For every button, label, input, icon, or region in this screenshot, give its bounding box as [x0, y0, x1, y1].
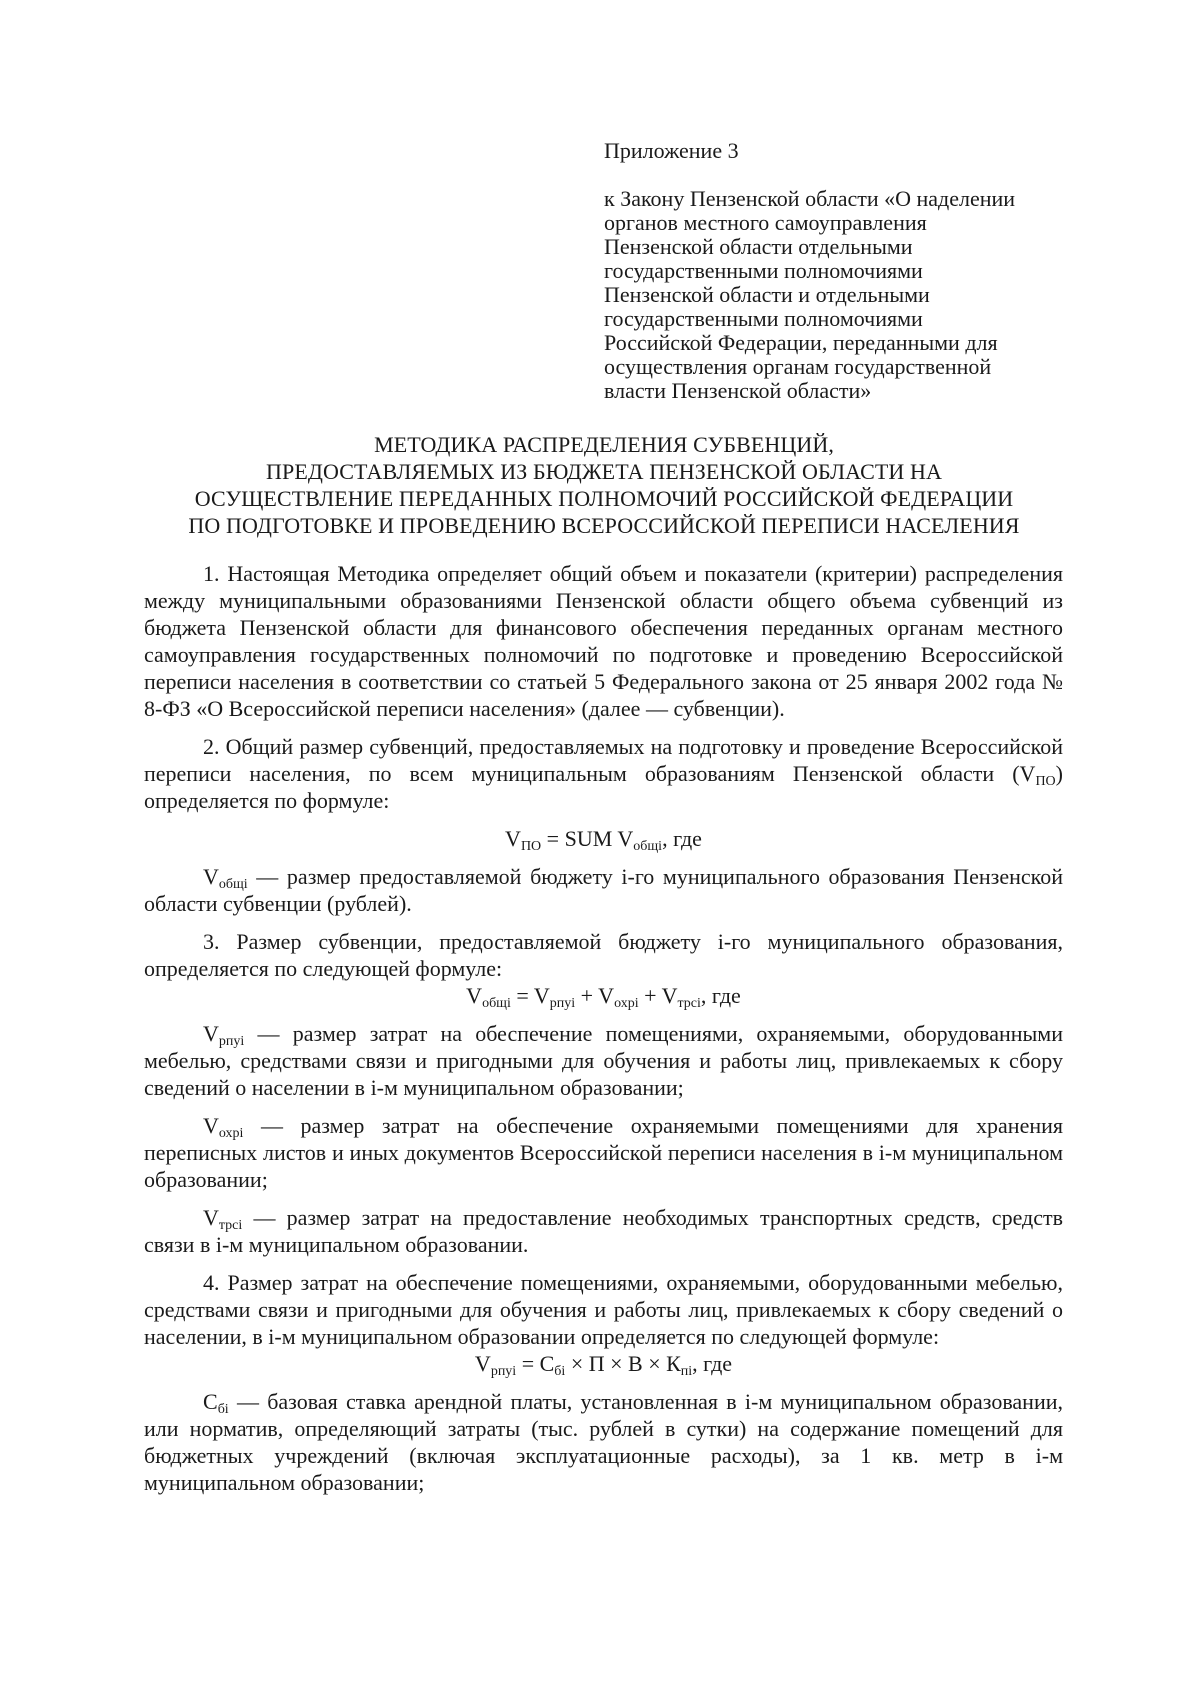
formula-total — [144, 825, 1063, 852]
formula-total-sub-obshch: общi — [633, 839, 663, 854]
formula-subvention-plus-2: + V — [638, 983, 678, 1008]
formula-rpu-sub-p: пi — [680, 1364, 693, 1379]
formula-subvention-sub-trs: трсi — [677, 996, 701, 1011]
definition-text: — размер предоставляемой бюджету i-го муниципального образования Пензенской области субвенции (рублей). — [144, 864, 1063, 916]
definition-subscript: трсi — [218, 1218, 243, 1233]
formula-subvention-v: V — [466, 983, 483, 1008]
paragraph-3: 3. Размер субвенции, предоставляемой бюджету i-го муниципального образования, определяется по следующей формуле: — [144, 929, 1063, 981]
heading-line-2: ПРЕДОСТАВЛЯЕМЫХ ИЗ БЮДЖЕТА ПЕНЗЕНСКОЙ ОБЛАСТИ НА — [266, 459, 942, 484]
formula-subvention-tail: , где — [700, 983, 741, 1008]
heading-line-4: ПО ПОДГОТОВКЕ И ПРОВЕДЕНИЮ ВСЕРОССИЙСКОЙ ПЕРЕПИСИ НАСЕЛЕНИЯ — [188, 513, 1020, 538]
formula-subvention — [144, 982, 1063, 1009]
definition-v-okhr — [144, 1112, 1063, 1193]
definition-symbol: V — [203, 1113, 219, 1138]
definition-symbol: V — [203, 1021, 219, 1046]
definition-subscript: бi — [217, 1402, 229, 1417]
definition-text: — размер затрат на предоставление необходимых транспортных средств, средств связи в i-м муниципальном образовании. — [144, 1205, 1063, 1257]
formula-rpu-tail: , где — [692, 1351, 733, 1376]
formula-rpu-sub-rpu: рпуi — [490, 1364, 517, 1379]
heading-line-1: МЕТОДИКА РАСПРЕДЕЛЕНИЯ СУБВЕНЦИЙ, — [374, 432, 834, 457]
formula-subvention-plus-1: + V — [575, 983, 615, 1008]
definition-symbol: С — [203, 1389, 218, 1414]
formula-total-v: V — [505, 826, 521, 851]
document-body — [144, 560, 1063, 1507]
heading-line-3: ОСУЩЕСТВЛЕНИЕ ПЕРЕДАННЫХ ПОЛНОМОЧИЙ РОССИЙСКОЙ ФЕДЕРАЦИИ — [194, 486, 1014, 511]
definition-symbol: V — [203, 864, 219, 889]
definition-v-rpu — [144, 1020, 1063, 1101]
paragraph-2 — [144, 733, 1063, 814]
formula-total-sub-po: ПО — [520, 839, 542, 854]
formula-subvention-sub-rpu: рпуi — [549, 996, 576, 1011]
paragraph-2-tail: ) определяется по формуле: — [144, 761, 1063, 813]
paragraph-1: 1. Настоящая Методика определяет общий объем и показатели (критерии) распределения между муниципальными образованиями Пензенской области общего объема субвенций из бюджета Пензенской области для финансового обеспечения переданных органам местного самоуправления государственных полномочий по подготовке и проведению Всероссийской переписи населения в соответствии со статьей 5 Федерального закона от 25 января 2002 года № 8-ФЗ «О Всероссийской переписи населения» (далее — субвенции). — [144, 561, 1063, 721]
formula-rpu-product: × П × В × К — [565, 1351, 681, 1376]
appendix-title: Приложение 3 — [604, 138, 739, 163]
formula-subvention-eq: = V — [510, 983, 550, 1008]
definition-c-b — [144, 1388, 1063, 1496]
paragraph-2-text: 2. Общий размер субвенций, предоставляемых на подготовку и проведение Всероссийской переписи населения, по всем муниципальным образованиям Пензенской области (V — [144, 734, 1063, 786]
definition-symbol: V — [203, 1205, 219, 1230]
paragraph-4: 4. Размер затрат на обеспечение помещениями, охраняемыми, оборудованными мебелью, средствами связи и пригодными для обучения и работы лиц, привлекаемых к сбору сведений о населении, в i-м муниципальном образовании определяется по следующей формуле: — [144, 1270, 1063, 1349]
appendix-block — [604, 139, 1074, 403]
definition-text: — размер затрат на обеспечение охраняемыми помещениями для хранения переписных листов и иных документов Всероссийской переписи населения в i-м муниципальном образовании; — [144, 1113, 1063, 1192]
paragraph-2-subscript: ПО — [1035, 774, 1056, 789]
formula-total-tail: , где — [662, 826, 702, 851]
formula-rpu-sub-b: бi — [554, 1364, 566, 1379]
formula-rpu-v: V — [474, 1351, 491, 1376]
formula-total-sum: = SUM V — [541, 826, 634, 851]
definition-subscript: рпуi — [218, 1034, 245, 1049]
formula-rpu — [144, 1350, 1063, 1377]
formula-rpu-eq: = С — [516, 1351, 555, 1376]
definition-subscript: охрi — [218, 1126, 244, 1141]
definition-v-trs — [144, 1204, 1063, 1258]
formula-subvention-sub-obshch: общi — [482, 996, 511, 1011]
appendix-reference: к Закону Пензенской области «О наделении органов местного самоуправления Пензенской области отдельными государственными полномочиями Пензенской области и отдельными государственными полномочиями Российской Федерации, переданными для осуществления органам государственной власти Пензенской области» — [604, 186, 1016, 403]
definition-text: — базовая ставка арендной платы, установленная в i-м муниципальном образовании, или норматив, определяющий затраты (тыс. рублей в сутки) на содержание помещений для бюджетных учреждений (включая эксплуатационные расходы), за 1 кв. метр в i-м муниципальном образовании; — [144, 1389, 1063, 1495]
definition-v-obshch — [144, 863, 1063, 917]
document-heading — [144, 431, 1064, 539]
definition-text: — размер затрат на обеспечение помещениями, охраняемыми, оборудованными мебелью, средствами связи и пригодными для обучения и работы лиц, привлекаемых к сбору сведений о населении в i-м муниципальном образовании; — [144, 1021, 1063, 1100]
definition-subscript: общi — [218, 877, 248, 892]
formula-subvention-sub-okhr: охрi — [614, 996, 639, 1011]
